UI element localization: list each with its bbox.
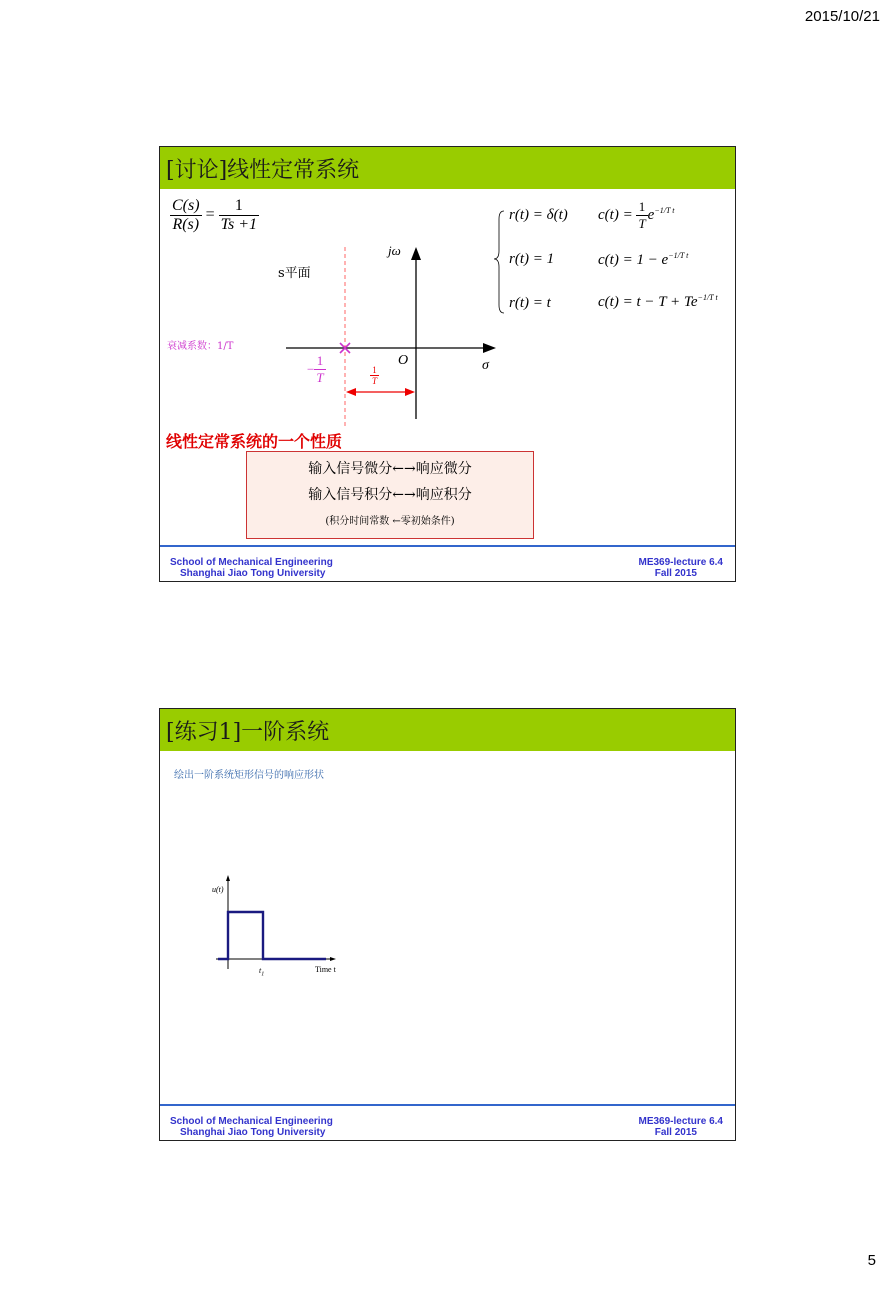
jw-axis-label: jω xyxy=(388,243,401,258)
property-box xyxy=(246,451,534,539)
real-axis-arrow xyxy=(483,343,496,353)
footer-course-line1: ME369-lecture 6.4 xyxy=(638,1116,723,1127)
ramp-output-pre: c(t) = t − T + Te xyxy=(598,294,698,310)
footer-course xyxy=(639,1116,724,1138)
response-impulse-output xyxy=(598,199,675,232)
impulse-output-num: 1 xyxy=(636,199,647,216)
distance-label-num: 1 xyxy=(370,365,379,376)
step-output-pre: c(t) = 1 − e xyxy=(598,252,669,268)
print-date: 2015/10/21 xyxy=(804,8,880,25)
pole-label-den: T xyxy=(316,370,324,385)
step-output-exp: −1/T t xyxy=(668,251,689,260)
plot-y-axis-arrow xyxy=(226,875,230,881)
footer-school-line2: Shanghai Jiao Tong University xyxy=(180,1127,326,1138)
footer-course-line2: Fall 2015 xyxy=(654,1127,697,1138)
exercise-instruction: 绘出一阶系统矩形信号的响应形状 xyxy=(174,770,324,781)
footer-school xyxy=(170,1116,333,1138)
footer-divider xyxy=(160,545,735,547)
property-title: 线性定常系统的一个性质 xyxy=(166,432,343,451)
distance-label xyxy=(370,365,379,386)
footer-course-line1: ME369-lecture 6.4 xyxy=(638,557,723,568)
impulse-output-pre: c(t) = xyxy=(598,206,633,223)
distance-label-den: T xyxy=(372,376,378,386)
sigma-axis-label: σ xyxy=(482,358,489,373)
impulse-output-e: e xyxy=(647,206,655,223)
distance-arrow-left xyxy=(346,388,356,396)
footer-course-line2: Fall 2015 xyxy=(654,568,697,579)
response-impulse-input: r(t) = δ(t) xyxy=(509,207,568,223)
response-brace xyxy=(494,211,504,313)
slide-title: [讨论]线性定常系统 xyxy=(166,158,360,183)
page-number: 5 xyxy=(867,1252,876,1269)
plot-y-label: u(t) xyxy=(212,885,224,894)
decay-coefficient-label: 衰减系数：1/T xyxy=(167,341,234,352)
response-ramp-input: r(t) = t xyxy=(509,295,551,311)
pole-label-num: 1 xyxy=(314,353,325,370)
tf-denominator: R(s) xyxy=(172,216,200,233)
impulse-output-exp: −1/T t xyxy=(654,205,675,215)
slide-exercise xyxy=(159,708,736,1141)
response-step-output xyxy=(598,251,688,269)
origin-label: O xyxy=(398,353,409,368)
distance-arrow-right xyxy=(405,388,415,396)
tf-equals: = xyxy=(205,206,215,224)
footer-school-line2: Shanghai Jiao Tong University xyxy=(180,568,326,579)
response-step-input: r(t) = 1 xyxy=(509,251,555,267)
tf-rhs-numerator: 1 xyxy=(219,197,259,216)
property-line-note: (积分时间常数 ←零初始条件) xyxy=(325,516,455,527)
pole-label-minus: − xyxy=(307,361,315,377)
slide-discussion xyxy=(159,146,736,582)
plot-t1-subscript: 1 xyxy=(261,971,265,978)
s-plane-label: s平面 xyxy=(278,266,311,281)
footer-divider xyxy=(160,1104,735,1106)
property-line-differentiation: 输入信号微分←→响应微分 xyxy=(308,461,472,477)
plot-x-axis-arrow xyxy=(330,957,336,961)
plot-x-label: Time t xyxy=(315,965,336,974)
footer-school-line1: School of Mechanical Engineering xyxy=(170,1116,333,1127)
rectangular-pulse-plot xyxy=(160,709,735,1140)
ramp-output-exp: −1/T t xyxy=(697,293,718,302)
property-line-integration: 输入信号积分←→响应积分 xyxy=(308,487,472,503)
slide-title: [练习1]一阶系统 xyxy=(166,720,330,745)
impulse-output-den: T xyxy=(638,216,646,231)
plot-t1-label xyxy=(259,966,264,978)
footer-course xyxy=(639,557,724,579)
footer-school-line1: School of Mechanical Engineering xyxy=(170,557,333,568)
tf-rhs-denominator: Ts +1 xyxy=(220,216,258,233)
footer-school xyxy=(170,557,333,579)
pulse-signal xyxy=(218,912,326,959)
imaginary-axis-arrow xyxy=(411,247,421,260)
pole-label xyxy=(307,353,326,386)
plot-t1-text: t xyxy=(259,966,262,975)
tf-numerator: C(s) xyxy=(172,197,200,214)
response-ramp-output xyxy=(598,293,718,311)
